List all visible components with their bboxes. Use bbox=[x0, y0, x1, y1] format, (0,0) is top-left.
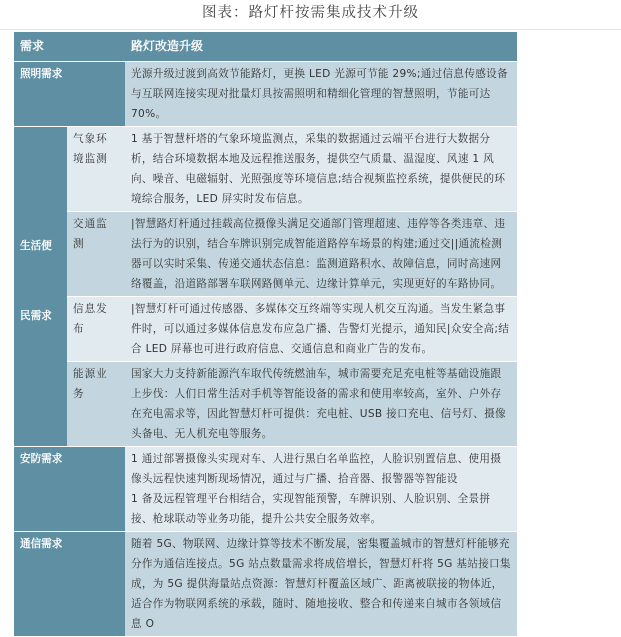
table-row bbox=[14, 362, 517, 447]
row-text: |智慧路灯杆通过挂载高位摄像头满足交通部门管理超速、违停等各类违章、违法行为的识别，结合车牌识别完成智能道路停车场景的构建;通过交||通流检测器可以实时采集、传递交通状态信息：监测道路积水、故障信息，同时高速网络覆盖，沿道路部署车联网路侧单元、边缘计算单元，实现更好的车路协同。 bbox=[125, 212, 517, 297]
category-communication: 通信需求 bbox=[14, 532, 125, 637]
security-text-line1: 1 通过部署摄像头实现对车、人进行黑白名单监控，人脸识别置信息、使用摄像头远程快速判断现场情况，通过与广播、拾音器、报警器等智能设 bbox=[131, 453, 502, 485]
header-upgrade: 路灯改造升级 bbox=[125, 32, 517, 62]
category-security: 安防需求 bbox=[14, 447, 125, 532]
header-demand: 需求 bbox=[14, 32, 125, 62]
category-label-line1: 生活便 bbox=[20, 239, 52, 252]
row-text bbox=[125, 447, 517, 532]
requirements-table bbox=[14, 32, 517, 637]
category-label-line2: 民需求 bbox=[20, 309, 52, 322]
chart-title: 图表：路灯杆按需集成技术升级 bbox=[202, 5, 419, 21]
sub-traffic-monitoring: 交通监测 bbox=[67, 212, 125, 297]
table-row bbox=[14, 212, 517, 297]
table-row bbox=[14, 447, 517, 532]
sub-energy-business: 能源业务 bbox=[67, 362, 125, 447]
table-row bbox=[14, 62, 517, 127]
row-text: 随着 5G、物联网、边缘计算等技术不断发展，密集覆盖城市的智慧灯杆能够充分作为通信连接点。5G 站点数量需求将成倍增长，智慧灯杆将 5G 基站接口集成，为 5G 提供海量站点资源：智慧灯杆覆盖区域广、距离被联接的物体近，适合作为物联网系统的承载，随时、随地接收、整合和传递来自城市各领域信息 O bbox=[125, 532, 517, 637]
title-divider bbox=[0, 29, 621, 30]
table-header-row bbox=[14, 32, 517, 62]
sub-info-publishing: 信息发布 bbox=[67, 297, 125, 362]
row-text: 国家大力支持新能源汽车取代传统燃油车，城市需要充足充电桩等基础设施跟上步伐：人们日常生活对手机等智能设备的需求和使用率较高，室外、户外存在充电需求等，因此智慧灯杆可提供：充电桩、USB 接口充电、信号灯、摄像头备电、无人机充电等服务。 bbox=[125, 362, 517, 447]
row-text: |智慧灯杆可通过传感器、多媒体交互终端等实现人机交互沟通。当发生紧急事件时，可以通过多媒体信息发布应急广播、告警灯光提示，通知民|众安全高;结合 LED 屏幕也可进行政府信息、交通信息和商业广告的发布。 bbox=[125, 297, 517, 362]
row-text: 1 基于智慧杆塔的气象环境监测点，采集的数据通过云端平台进行大数据分析，结合环境数据本地及远程推送服务，提供空气质量、温湿度、风速 1 风向、噪音、电磁辐射、光照强度等环境信息;结合视频监控系统，提供便民的环境综合服务，LED 屏实时发布信息。 bbox=[125, 127, 517, 212]
sub-weather-monitoring: 气象环境监测 bbox=[67, 127, 125, 212]
table-row bbox=[14, 127, 517, 212]
table-row bbox=[14, 532, 517, 637]
category-lighting: 照明需求 bbox=[14, 62, 125, 127]
row-text: 光源升级过渡到高效节能路灯，更换 LED 光源可节能 29%;通过信息传感设备与互联网连接实现对批量灯具按需照明和精细化管理的智慧照明，节能可达 70%。 bbox=[125, 62, 517, 127]
security-text-line2: 1 备及远程管理平台相结合，实现智能预警，车牌识别、人脸识别、全景拼接、枪球联动等业务功能，提升公共安全服务效率。 bbox=[131, 493, 491, 525]
category-living-service bbox=[14, 127, 67, 447]
table-row bbox=[14, 297, 517, 362]
